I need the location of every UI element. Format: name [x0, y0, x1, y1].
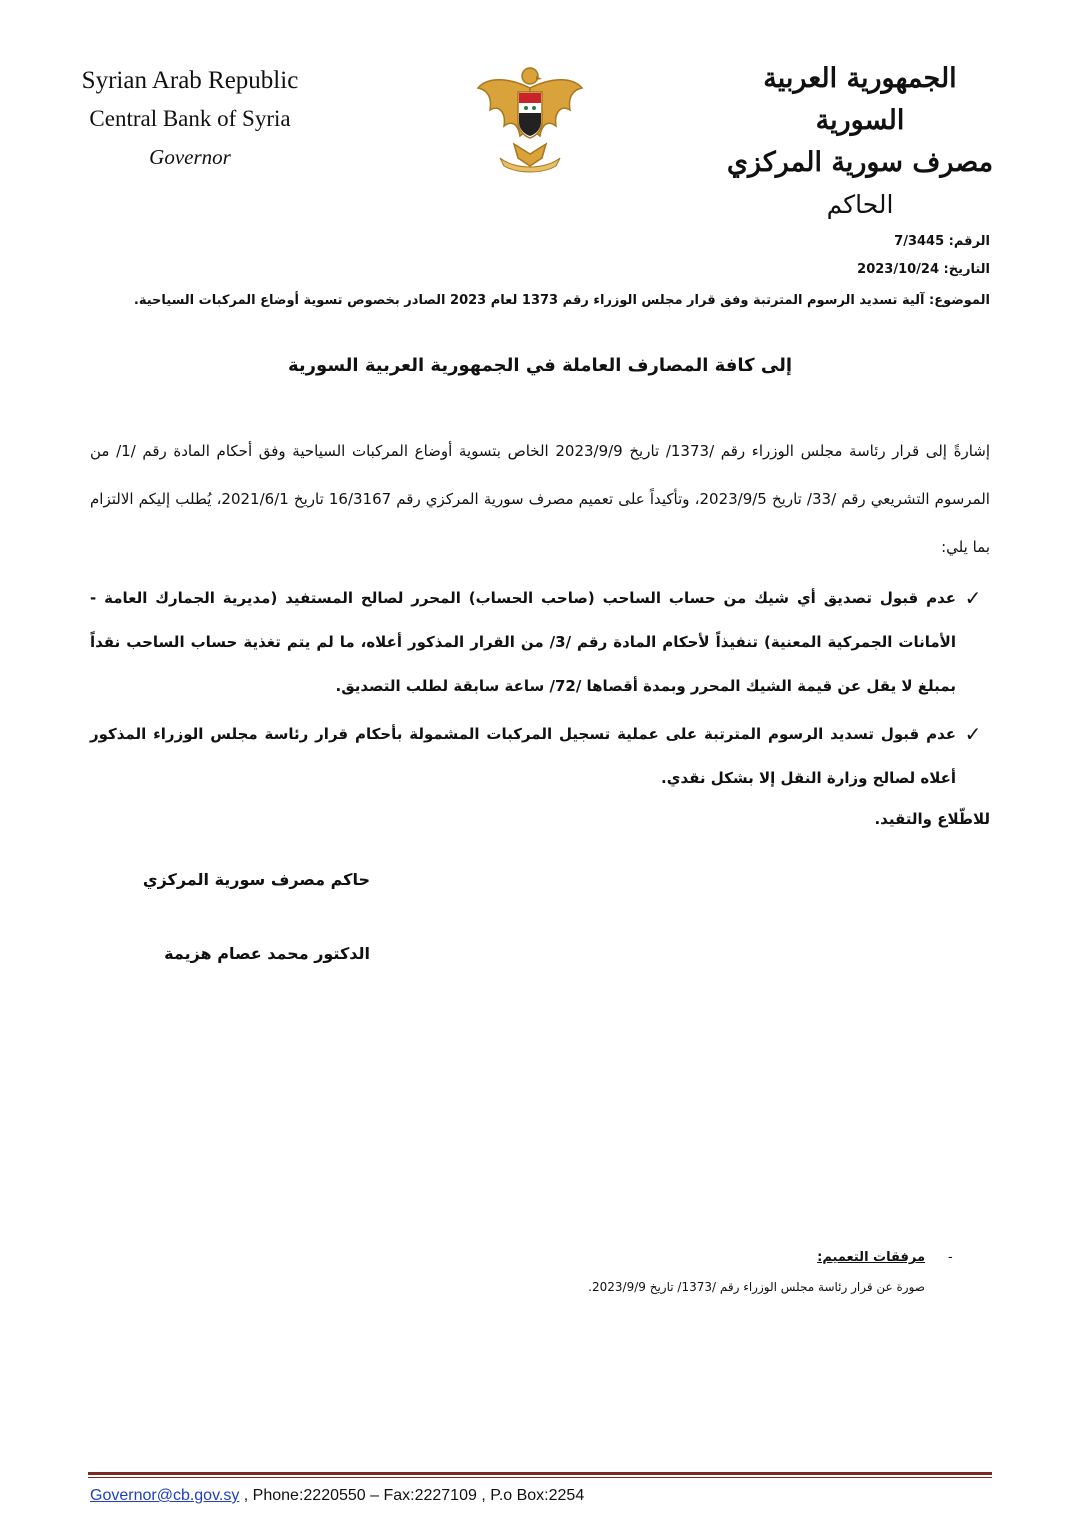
footer-contact: [90, 1487, 584, 1505]
syrian-eagle-emblem-icon: [470, 58, 590, 178]
footer-phone-fax-box: , Phone:2220550 – Fax:2227109 , P.o Box:2254: [239, 1487, 585, 1504]
attachments-item: صورة عن قرار رئاسة مجلس الوزراء رقم /1373/ تاريخ 2023/9/9.: [588, 1280, 925, 1294]
signature-name: الدكتور محمد عصام هزيمة: [164, 944, 370, 963]
letterhead-office-ar: الحاكم: [826, 190, 894, 219]
salutation: إلى كافة المصارف العاملة في الجمهورية العربية السورية: [288, 355, 792, 376]
list-item: [90, 712, 990, 800]
letterhead-bank-ar: مصرف سورية المركزي: [726, 147, 994, 178]
signature-title: حاكم مصرف سورية المركزي: [142, 870, 370, 889]
body-paragraph: إشارةً إلى قرار رئاسة مجلس الوزراء رقم /1373/ تاريخ 2023/9/9 الخاص بتسوية أوضاع المركبات السياحية وفق أحكام المادة رقم /1/ من المرسوم التشريعي رقم /33/ تاريخ 2023/9/5، وتأكيداً على تعميم مصرف سورية المركزي رقم 16/3167 تاريخ 2021/6/1، يُطلب إليكم الالتزام بما يلي:: [90, 442, 991, 556]
bullet-text: عدم قبول تسديد الرسوم المترتبة على عملية تسجيل المركبات المشمولة بأحكام قرار رئاسة مجلس الوزراء المذكور أعلاه لصالح وزارة النقل إلا بشكل نقدي.: [90, 725, 956, 787]
closing-line: للاطّلاع والتقيد.: [874, 810, 990, 828]
check-icon: ✓: [964, 586, 982, 610]
attachments-dash: -: [948, 1250, 953, 1265]
check-icon: ✓: [964, 722, 982, 746]
arabic-letterhead: [720, 58, 1000, 226]
letterhead-office-en: Governor: [149, 145, 231, 169]
letterhead-bank-en: Central Bank of Syria: [89, 106, 291, 131]
list-item: [90, 576, 990, 708]
footer-divider-thin: [88, 1477, 992, 1478]
footer-email-link[interactable]: Governor@cb.gov.sy: [90, 1487, 240, 1504]
letterhead-country-ar: الجمهورية العربية السورية: [763, 63, 957, 136]
bullet-text: عدم قبول تصديق أي شيك من حساب الساحب (صاحب الحساب) المحرر لصالح المستفيد (مديرية الجمارك العامة - الأمانات الجمركية المعنية) تنفيذاً لأحكام المادة رقم /3/ من القرار المذكور أعلاه، ما لم يتم تغذية حساب الساحب نقداً بمبلغ لا يقل عن قيمة الشيك المحرر وبمدة أقصاها /72/ ساعة سابقة لطلب التصديق.: [90, 589, 956, 695]
reference-number: الرقم: 7/3445: [894, 234, 990, 249]
english-letterhead: [60, 62, 320, 176]
document-date: التاريخ: 2023/10/24: [857, 262, 990, 277]
subject-line: الموضوع: آلية تسديد الرسوم المترتبة وفق قرار مجلس الوزراء رقم 1373 لعام 2023 الصادر بخصوص تسوية أوضاع المركبات السياحية.: [133, 293, 990, 308]
footer-divider: [88, 1472, 992, 1475]
attachments-title: مرفقات التعميم:: [817, 1250, 925, 1265]
letterhead-country-en: Syrian Arab Republic: [81, 67, 299, 94]
